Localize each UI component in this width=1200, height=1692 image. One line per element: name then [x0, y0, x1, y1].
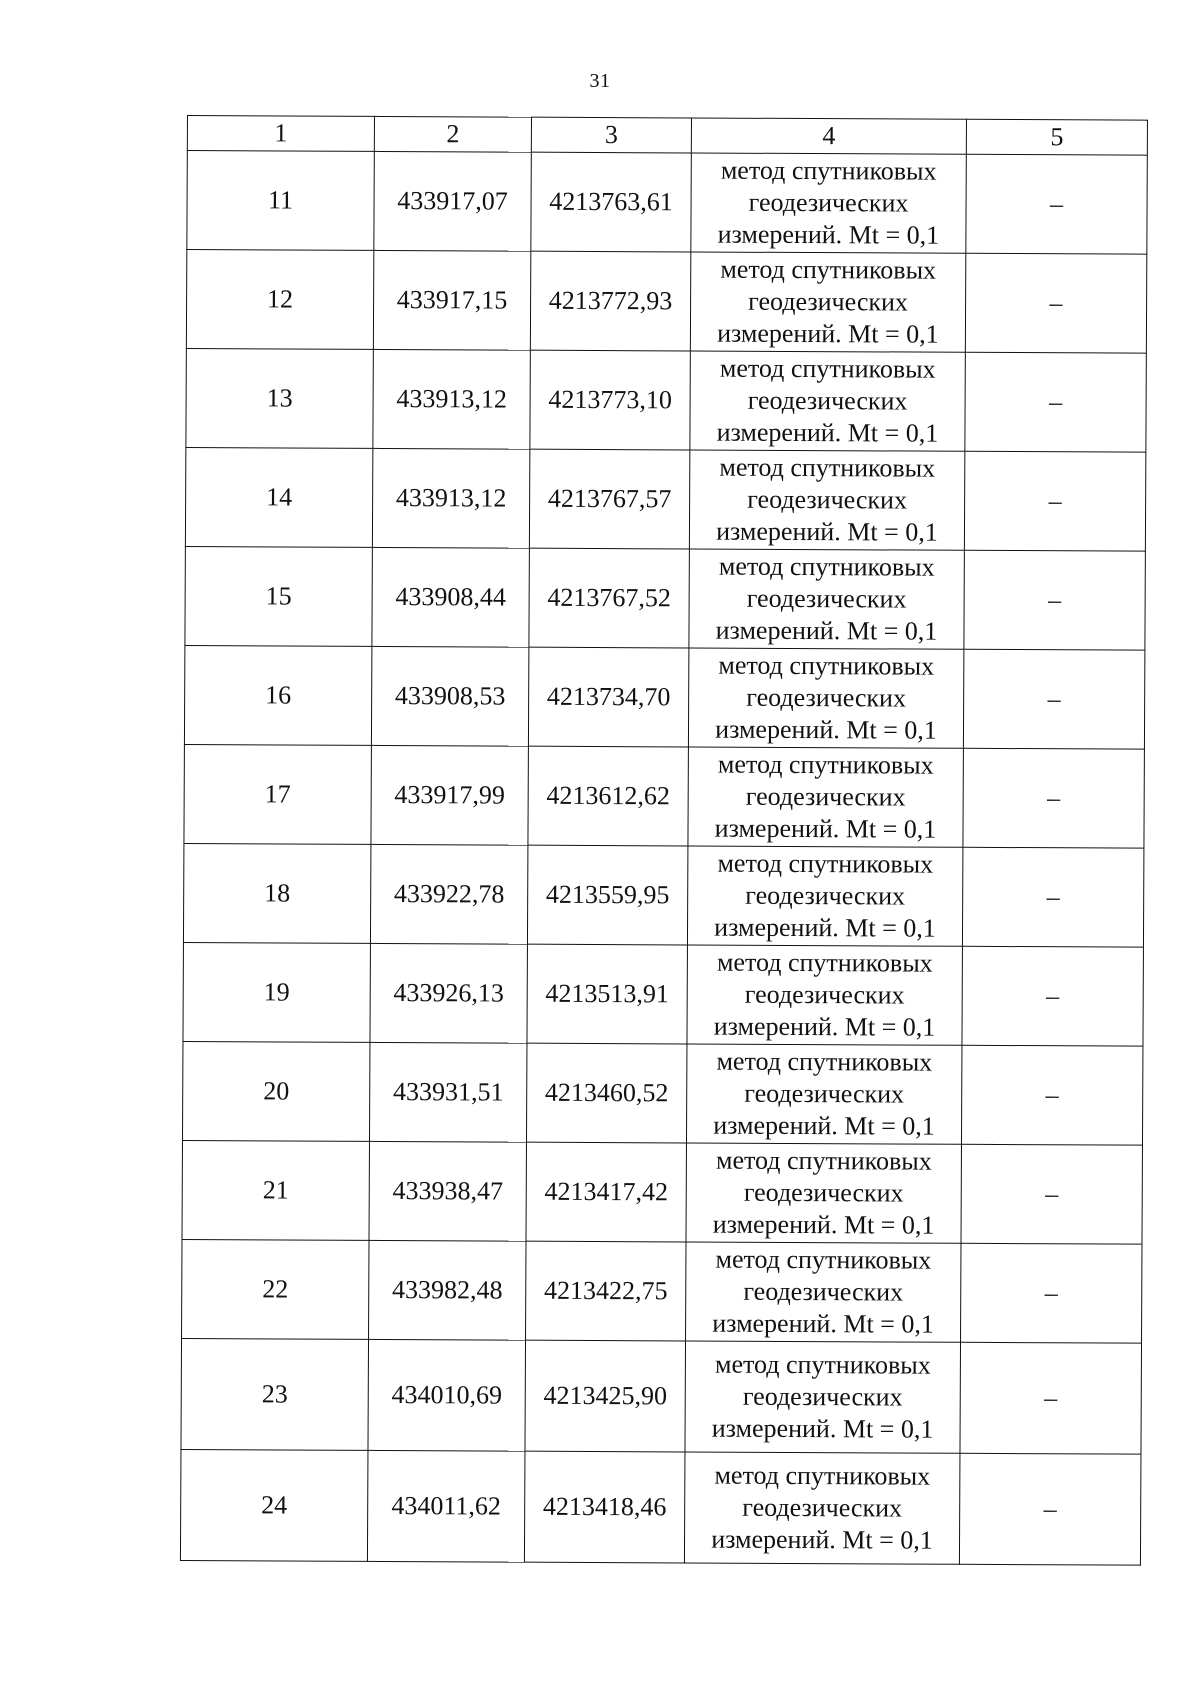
method-text: метод спутниковых геодезических измерений. Mt = 0,1: [712, 1244, 934, 1339]
table-row: [180, 1449, 1141, 1565]
point-number-cell: 22: [182, 1239, 369, 1339]
point-number-cell: 14: [185, 447, 372, 547]
y-coordinate-cell: 4213559,95: [527, 845, 687, 945]
table-header-row: [187, 116, 1147, 156]
method-cell: [689, 549, 964, 649]
y-coordinate-cell: 4213422,75: [526, 1241, 686, 1341]
x-coordinate-cell: 433913,12: [373, 349, 530, 449]
page-number: 31: [589, 70, 611, 92]
method-text: метод спутниковых геодезических измерений. Mt = 0,1: [716, 353, 939, 448]
method-cell: [689, 450, 964, 550]
method-cell: [686, 1242, 961, 1342]
y-coordinate-cell: 4213767,57: [529, 449, 689, 549]
table-row: [182, 1140, 1142, 1244]
y-coordinate-cell: 4213612,62: [528, 746, 688, 846]
x-coordinate-cell: 433908,44: [372, 547, 529, 647]
x-coordinate-cell: 433917,07: [374, 151, 531, 251]
table-row: [184, 645, 1144, 749]
point-number-cell: 24: [180, 1449, 368, 1561]
y-coordinate-cell: 4213460,52: [526, 1043, 686, 1143]
header-cell-col2: 2: [374, 116, 531, 152]
coordinates-table: [180, 115, 1148, 1566]
method-cell: [686, 1044, 961, 1144]
method-text: метод спутниковых геодезических измерений. Mt = 0,1: [714, 749, 937, 844]
x-coordinate-cell: 433926,13: [370, 943, 527, 1043]
method-text: метод спутниковых геодезических измерений. Mt = 0,1: [711, 1460, 933, 1555]
method-cell: [690, 252, 965, 352]
x-coordinate-cell: 433917,99: [371, 745, 528, 845]
method-text: метод спутниковых геодезических измерений. Mt = 0,1: [717, 155, 940, 250]
x-coordinate-cell: 434010,69: [368, 1339, 526, 1451]
table-row: [182, 1041, 1142, 1145]
header-cell-col5: 5: [966, 119, 1147, 155]
header-cell-col3: 3: [531, 117, 691, 153]
note-cell: –: [959, 1453, 1141, 1565]
method-text: метод спутниковых геодезических измерений. Mt = 0,1: [711, 1349, 934, 1444]
method-cell: [688, 648, 963, 748]
method-cell: [685, 1341, 961, 1453]
method-cell: [691, 153, 966, 253]
method-text: метод спутниковых геодезических измерений. Mt = 0,1: [715, 551, 938, 646]
table-row: [186, 348, 1146, 452]
y-coordinate-cell: 4213763,61: [531, 152, 691, 252]
note-cell: –: [961, 1045, 1142, 1145]
table-row: [183, 843, 1143, 947]
y-coordinate-cell: 4213767,52: [529, 548, 689, 648]
x-coordinate-cell: 434011,62: [367, 1450, 525, 1562]
point-number-cell: 15: [185, 546, 372, 646]
method-cell: [687, 846, 962, 946]
note-cell: –: [962, 946, 1143, 1046]
table-row: [187, 151, 1147, 255]
method-cell: [690, 351, 965, 451]
note-cell: –: [962, 847, 1143, 947]
point-number-cell: 20: [182, 1041, 369, 1141]
note-cell: –: [961, 1144, 1142, 1244]
header-cell-col1: 1: [187, 116, 374, 152]
point-number-cell: 13: [186, 348, 373, 448]
x-coordinate-cell: 433931,51: [369, 1042, 526, 1142]
method-cell: [688, 747, 963, 847]
method-text: метод спутниковых геодезических измерений. Mt = 0,1: [715, 650, 937, 745]
table-row: [184, 744, 1144, 848]
point-number-cell: 21: [182, 1140, 369, 1240]
y-coordinate-cell: 4213425,90: [525, 1340, 686, 1452]
x-coordinate-cell: 433938,47: [369, 1141, 526, 1241]
method-cell: [684, 1452, 960, 1564]
method-text: метод спутниковых геодезических измерений. Mt = 0,1: [717, 254, 939, 349]
point-number-cell: 23: [181, 1338, 369, 1450]
note-cell: –: [965, 253, 1146, 353]
x-coordinate-cell: 433922,78: [370, 844, 527, 944]
y-coordinate-cell: 4213734,70: [528, 647, 688, 747]
method-cell: [686, 1143, 961, 1243]
x-coordinate-cell: 433908,53: [371, 646, 528, 746]
y-coordinate-cell: 4213773,10: [530, 350, 690, 450]
y-coordinate-cell: 4213417,42: [526, 1142, 686, 1242]
method-text: метод спутниковых геодезических измерений. Mt = 0,1: [713, 1046, 935, 1141]
note-cell: –: [963, 748, 1144, 848]
table-row: [182, 1239, 1142, 1343]
table-row: [185, 546, 1145, 650]
x-coordinate-cell: 433913,12: [372, 448, 529, 548]
table-row: [181, 1338, 1142, 1454]
coordinates-table-body: [180, 116, 1147, 1566]
method-text: метод спутниковых геодезических измерений. Mt = 0,1: [712, 1145, 935, 1240]
method-text: метод спутниковых геодезических измерений. Mt = 0,1: [714, 848, 936, 943]
point-number-cell: 11: [187, 151, 374, 251]
point-number-cell: 17: [184, 744, 371, 844]
point-number-cell: 19: [183, 942, 370, 1042]
table-row: [183, 942, 1143, 1046]
x-coordinate-cell: 433982,48: [369, 1240, 526, 1340]
y-coordinate-cell: 4213772,93: [530, 251, 690, 351]
table-row: [186, 250, 1146, 354]
method-text: метод спутниковых геодезических измерений. Mt = 0,1: [713, 947, 936, 1042]
note-cell: –: [964, 451, 1145, 551]
header-cell-col4: 4: [691, 118, 966, 154]
point-number-cell: 16: [184, 645, 371, 745]
point-number-cell: 18: [183, 843, 370, 943]
note-cell: –: [964, 550, 1145, 650]
point-number-cell: 12: [186, 250, 373, 350]
method-cell: [687, 945, 962, 1045]
note-cell: –: [966, 154, 1147, 254]
note-cell: –: [965, 352, 1146, 452]
note-cell: –: [963, 649, 1144, 749]
table-row: [185, 447, 1145, 551]
y-coordinate-cell: 4213418,46: [524, 1451, 685, 1563]
note-cell: –: [960, 1342, 1142, 1454]
note-cell: –: [961, 1243, 1142, 1343]
x-coordinate-cell: 433917,15: [373, 250, 530, 350]
y-coordinate-cell: 4213513,91: [527, 944, 687, 1044]
method-text: метод спутниковых геодезических измерений. Mt = 0,1: [716, 452, 938, 547]
